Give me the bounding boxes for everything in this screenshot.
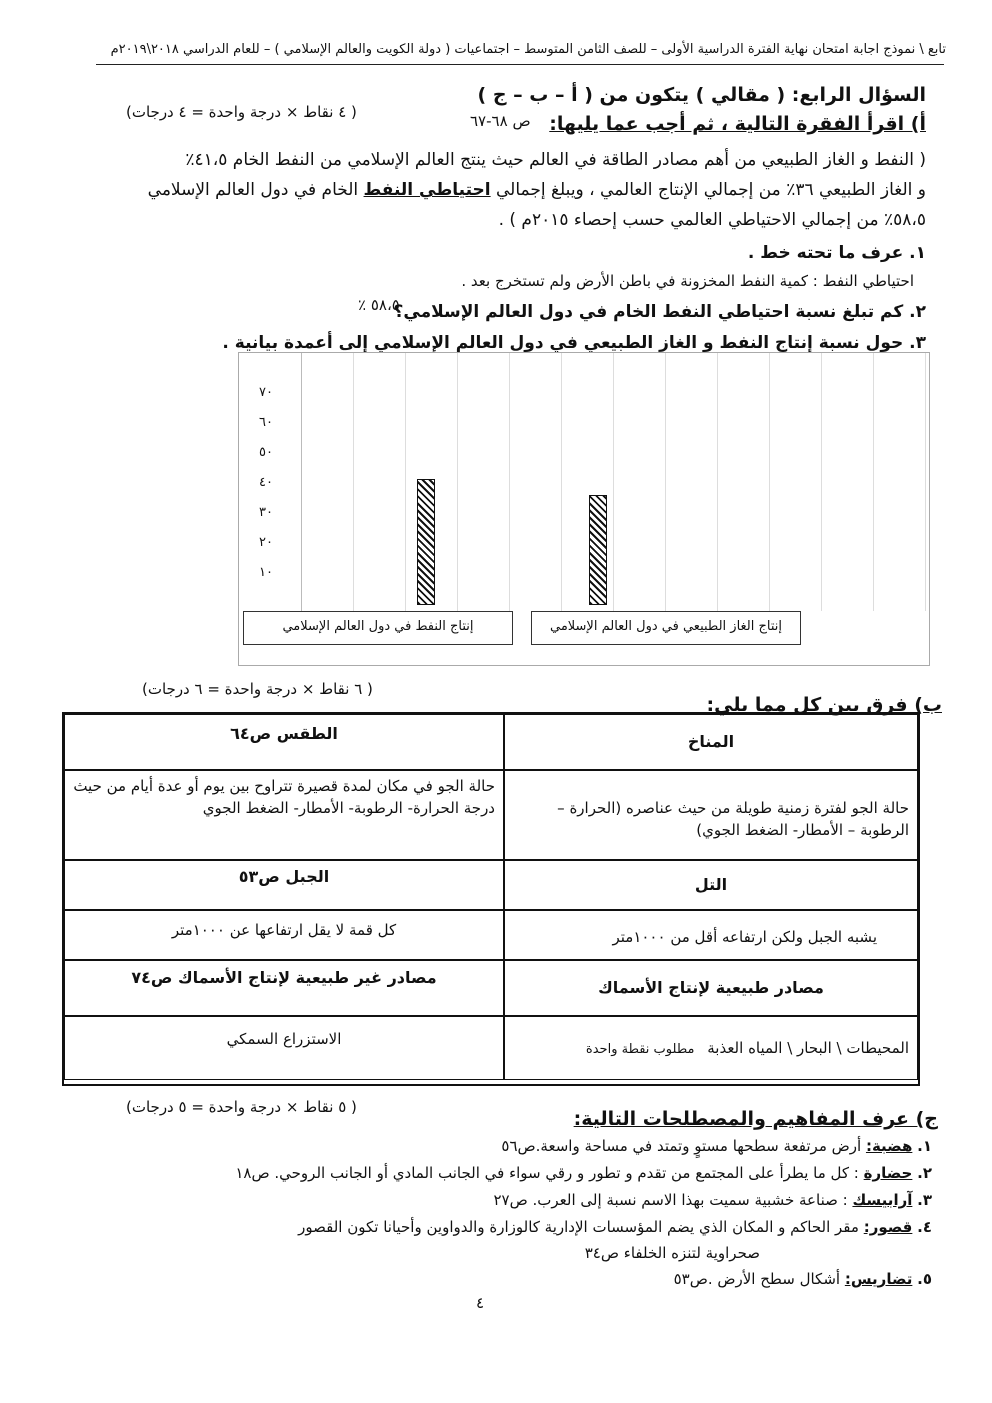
table-cell-r1-left: حالة الجو في مكان لمدة قصيرة تتراوح بين يوم أو عدة أيام من حيث درجة الحرارة- الرطوبة- الأمطار- الضغط الجوي xyxy=(64,770,504,860)
definition-4-continued: صحراوية لتنزه الخلفاء ص٣٤ xyxy=(584,1244,760,1262)
y-tick-label: ٥٠ xyxy=(259,445,273,460)
part-b-heading: ب) فرق بين كل مما يلي: xyxy=(706,694,942,716)
sub-answer-1: احتياطي النفط : كمية النفط المخزونة في باطن الأرض ولم تستخرج بعد . xyxy=(461,272,914,290)
y-tick-label: ٣٠ xyxy=(259,505,273,520)
underlined-term: احتياطي النفط xyxy=(363,180,491,200)
y-tick-label: ٤٠ xyxy=(259,475,273,490)
table-cell-r5-left: الاستزراع السمكي xyxy=(64,1016,504,1080)
table-cell-r2-right: التل xyxy=(504,860,918,910)
chart-gridline xyxy=(405,353,406,611)
table-cell-r3-right: يشبه الجبل ولكن ارتفاعه أقل من ١٠٠٠متر xyxy=(504,910,918,960)
table-cell-r1-right: حالة الجو لفترة زمنية طويلة من حيث عناصره (الحرارة – الرطوبة – الأمطار- الضغط الجوي) xyxy=(504,770,918,860)
y-tick-label: ٢٠ xyxy=(259,535,273,550)
y-tick-label: ٦٠ xyxy=(259,415,273,430)
table-cell-r0-left: الطقس ص٦٤ xyxy=(64,714,504,770)
chart-gridline xyxy=(509,353,510,611)
chart-gridline xyxy=(925,353,926,611)
chart-gridline xyxy=(353,353,354,611)
definition-2: ٢. حضارة : كل ما يطرأ على المجتمع من تقدم و تطور و رقي سواء في الجانب المادي أو الجانب الروحي. ص١٨ xyxy=(235,1164,932,1182)
y-tick-label: ١٠ xyxy=(259,565,273,580)
category-label: إنتاج النفط في دول العالم الإسلامي xyxy=(243,611,513,645)
table-cell-r4-left: مصادر غير طبيعية لإنتاج الأسماك ص٧٤ xyxy=(64,960,504,1016)
category-label: إنتاج الغاز الطبيعي في دول العالم الإسلامي xyxy=(531,611,801,645)
definition-5: ٥. تضاريس: أشكال سطح الأرض .ص٥٣ xyxy=(673,1270,932,1288)
paragraph-line-1: ( النفط و الغاز الطبيعي من أهم مصادر الطاقة في العالم حيث ينتج العالم الإسلامي من النفط الخام ٤١،٥٪ xyxy=(185,150,926,170)
chart-gridline xyxy=(769,353,770,611)
definition-4: ٤. قصور: مقر الحاكم و المكان الذي يضم المؤسسات الإدارية كالوزارة والدواوين وأحيانا تكون القصور xyxy=(298,1218,932,1236)
part-a-marks: ( ٤ نقاط × درجة واحدة = ٤ درجات) xyxy=(126,103,357,121)
page-number: ٤ xyxy=(476,1294,485,1312)
exam-header: تابع \ نموذج اجابة امتحان نهاية الفترة الدراسية الأولى – للصف الثامن المتوسط – اجتماعيات ( دولة الكويت والعالم الإسلامي ) – للعام الدراسي ٢٠١٨\٢٠١٩م xyxy=(110,42,946,57)
header-rule xyxy=(96,64,944,65)
sub-question-1: ١. عرف ما تحته خط . xyxy=(747,243,926,263)
comparison-table xyxy=(62,712,920,1086)
paragraph-line-2 xyxy=(148,180,926,200)
question-title: السؤال الرابع: ( مقالي ) يتكون من ( أ – ب – ج ) xyxy=(477,84,926,106)
chart-y-axis xyxy=(301,353,302,611)
paragraph-line-2-a: و الغاز الطبيعي ٣٦٪ من إجمالي الإنتاج العالمي ، ويبلغ إجمالي xyxy=(496,180,926,200)
table-cell-r3-left: كل قمة لا يقل ارتفاعها عن ١٠٠٠متر xyxy=(64,910,504,960)
part-a-pages: ص ٦٨-٦٧ xyxy=(470,112,531,130)
bar-oil xyxy=(417,479,435,606)
definition-1: ١. هضبة: أرض مرتفعة سطحها مستوٍ وتمتد في مساحة واسعة.ص٥٦ xyxy=(501,1137,932,1155)
sub-question-3: ٣. حول نسبة إنتاج النفط و الغاز الطبيعي في دول العالم الإسلامي إلى أعمدة بيانية . xyxy=(222,333,926,353)
chart-gridline xyxy=(561,353,562,611)
chart-gridline xyxy=(457,353,458,611)
chart-gridline xyxy=(613,353,614,611)
part-c-heading: ج) عرف المفاهيم والمصطلحات التالية: xyxy=(573,1108,938,1130)
chart-gridline xyxy=(821,353,822,611)
y-tick-label: ٧٠ xyxy=(259,385,273,400)
part-c-marks: ( ٥ نقاط × درجة واحدة = ٥ درجات) xyxy=(126,1098,357,1116)
part-b-marks: ( ٦ نقاط × درجة واحدة = ٦ درجات) xyxy=(142,680,373,698)
definition-3: ٣. آرابيسك : صناعة خشبية سميت بهذا الاسم نسبة إلى العرب. ص٢٧ xyxy=(493,1191,932,1209)
table-cell-r0-right: المناخ xyxy=(504,714,918,770)
fish-sources-natural: المحيطات \ البحار \ المياه العذبة xyxy=(707,1039,909,1057)
part-a-heading: أ) اقرأ الفقرة التالية ، ثم أجب عما يليها: xyxy=(549,113,926,135)
table-cell-r4-right: مصادر طبيعية لإنتاج الأسماك xyxy=(504,960,918,1016)
paragraph-line-3: ٥٨،٥٪ من إجمالي الاحتياطي العالمي حسب إحصاء ٢٠١٥م ) . xyxy=(498,210,926,230)
table-cell-r2-left: الجبل ص٥٣ xyxy=(64,860,504,910)
fish-sources-note: مطلوب نقطة واحدة xyxy=(585,1042,695,1057)
paragraph-line-2-b: الخام في دول العالم الإسلامي xyxy=(147,180,359,200)
sub-question-2: ٢. كم تبلغ نسبة احتياطي النفط الخام في دول العالم الإسلامي؟ xyxy=(393,302,926,322)
table-cell-r5-right xyxy=(504,1016,918,1080)
chart-gridline xyxy=(873,353,874,611)
sub-answer-2: ٥٨،٥ ٪ xyxy=(358,296,400,314)
bar-gas xyxy=(589,495,607,605)
bar-chart xyxy=(238,352,930,666)
chart-gridline xyxy=(665,353,666,611)
chart-gridline xyxy=(717,353,718,611)
